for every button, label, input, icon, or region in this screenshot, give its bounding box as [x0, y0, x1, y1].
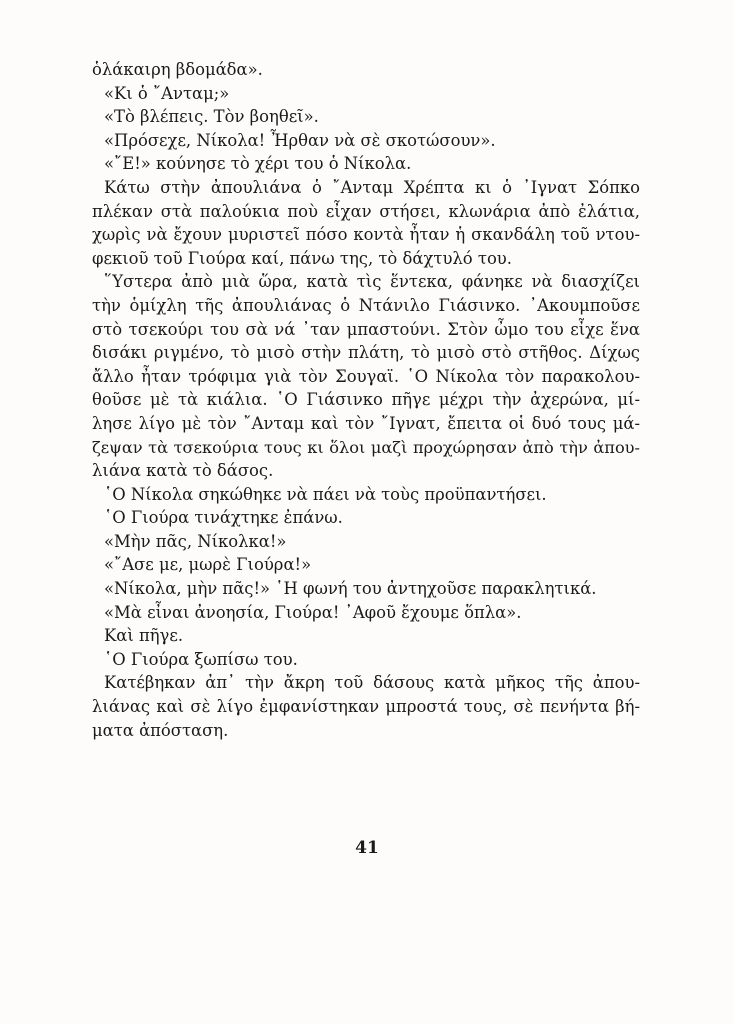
text-line: ὁλάκαιρη βδομάδα». [92, 60, 263, 79]
text-line: Κάτω στὴν ἀπουλιάνα ὁ ῎Ανταμ Χρέπτα κι ὁ ᾿Ιγνατ Σόπκο [104, 177, 640, 197]
text-line: ματα ἀπόσταση. [92, 720, 229, 740]
text-line: ζεψαν τὰ τσεκούρια τους κι ὅλοι μαζὶ προχώρησαν ἀπὸ τὴν ἀπου- [92, 437, 640, 457]
text-line: στὸ τσεκούρι του σὰ νά ᾿ταν μπαστούνι. Στὸν ὦμο του εἶχε ἕνα [92, 319, 640, 339]
text-line: «Πρόσεχε, Νίκολα! Ἦρθαν νὰ σὲ σκοτώσουν». [104, 130, 496, 150]
text-line: τὴν ὁμίχλη τῆς ἀπουλιάνας ὁ Ντάνιλο Γιάσινκο. ᾿Ακουμποῦσε [92, 295, 640, 315]
text-line: «Μὴν πᾶς, Νίκολκα!» [104, 531, 287, 551]
text-line: ἄλλο ἦταν τρόφιμα γιὰ τὸν Σουγαϊ. ῾Ο Νίκολα τὸν παρακολου- [92, 366, 640, 386]
text-line: λιάνας καὶ σὲ λίγο ἐμφανίστηκαν μπροστά τους, σὲ πενήντα βή- [92, 697, 640, 717]
text-line: Καὶ πῆγε. [104, 626, 184, 646]
text-line: χωρὶς νὰ ἔχουν μυριστεῖ πόσο κοντὰ ἦταν ἡ σκανδάλη τοῦ ντου- [92, 225, 640, 245]
text-line: ῞Υστερα ἀπὸ μιὰ ὥρα, κατὰ τὶς ἕντεκα, φάνηκε νὰ διασχίζει [104, 272, 640, 292]
text-line: ῾Ο Γιούρα τινάχτηκε ἐπάνω. [104, 508, 343, 528]
text-line: λιάνα κατὰ τὸ δάσος. [92, 461, 274, 481]
text-line: «Κι ὁ ῎Ανταμ;» [104, 83, 230, 103]
text-line: «Μὰ εἶναι ἀνοησία, Γιούρα! ᾿Αφοῦ ἔχουμε ὅπλα». [104, 602, 522, 622]
text-line: «Τὸ βλέπεις. Τὸν βοηθεῖ». [104, 107, 319, 127]
text-line: Κατέβηκαν ἀπ᾿ τὴν ἄκρη τοῦ δάσους κατὰ μῆκος τῆς ἀπου- [104, 673, 640, 693]
text-line: «Νίκολα, μὴν πᾶς!» ῾Η φωνή του ἀντηχοῦσε παρακλητικά. [104, 579, 597, 599]
text-line: δισάκι ριγμένο, τὸ μισὸ στὴν πλάτη, τὸ μισὸ στὸ στῆθος. Δίχως [92, 343, 640, 363]
text-line: «῎Ασε με, μωρὲ Γιούρα!» [104, 555, 312, 575]
text-line: ῾Ο Νίκολα σηκώθηκε νὰ πάει νὰ τοὺς προϋπαντήσει. [104, 484, 547, 504]
body-text [92, 58, 640, 742]
text-line: θοῦσε μὲ τὰ κιάλια. ῾Ο Γιάσινκο πῆγε μέχρι τὴν ἀχερώνα, μί- [92, 390, 640, 410]
text-line: λησε λίγο μὲ τὸν ῎Ανταμ καὶ τὸν ῎Ιγνατ, ἔπειτα οἱ δυό τους μά- [92, 413, 640, 433]
text-line: πλέκαν στὰ παλούκια ποὺ εἶχαν στήσει, κλωνάρια ἀπὸ ἐλάτια, [92, 201, 640, 221]
text-line: ῾Ο Γιούρα ξωπίσω του. [104, 649, 298, 669]
text-line: «῎Ε!» κούνησε τὸ χέρι του ὁ Νίκολα. [104, 154, 412, 174]
page-number: 41 [355, 838, 379, 858]
text-line: φεκιοῦ τοῦ Γιούρα καί, πάνω της, τὸ δάχτυλό του. [92, 248, 512, 268]
